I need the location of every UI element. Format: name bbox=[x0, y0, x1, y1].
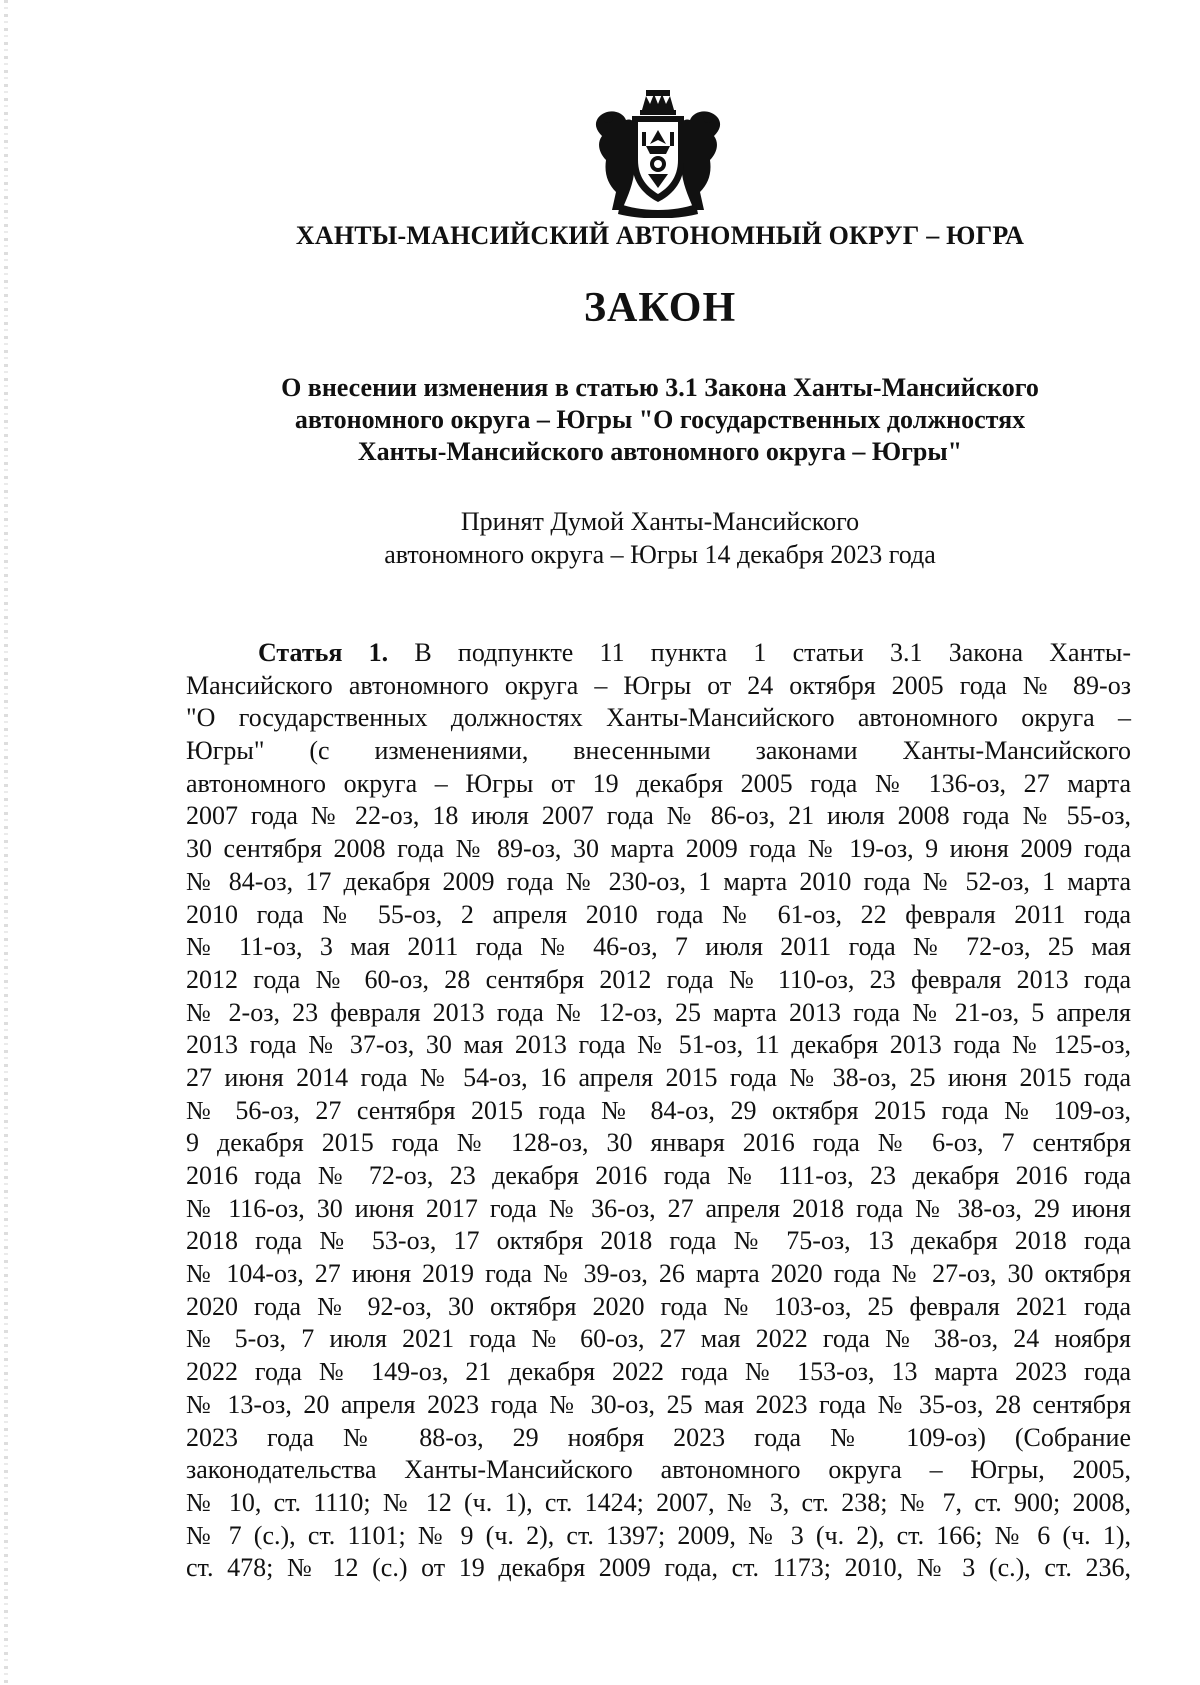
article-line: № 7 (с.), ст. 1101; № 9 (ч. 2), ст. 1397; 2009, № 3 (ч. 2), ст. 166; № 6 (ч. 1), bbox=[186, 1520, 1131, 1550]
article-line: Югры" (с изменениями, внесенными законами Ханты-Мансийского bbox=[186, 736, 1131, 766]
article-line: 2018 года № 53-оз, 17 октября 2018 года № 75-оз, 13 декабря 2018 года bbox=[186, 1226, 1131, 1256]
adoption-note-line: Принят Думой Ханты-Мансийского bbox=[460, 507, 860, 536]
article-line: № 56-оз, 27 сентября 2015 года № 84-оз, 29 октября 2015 года № 109-оз, bbox=[186, 1095, 1131, 1125]
article-line: № 2-оз, 23 февраля 2013 года № 12-оз, 25 марта 2013 года № 21-оз, 5 апреля bbox=[186, 997, 1131, 1027]
article-line: № 11-оз, 3 мая 2011 года № 46-оз, 7 июля 2011 года № 72-оз, 25 мая bbox=[186, 932, 1131, 962]
article-line: № 13-оз, 20 апреля 2023 года № 30-оз, 25 мая 2023 года № 35-оз, 28 сентября bbox=[186, 1389, 1131, 1419]
article-heading: Статья 1. bbox=[258, 638, 389, 667]
article-line: 9 декабря 2015 года № 128-оз, 30 января 2016 года № 6-оз, 7 сентября bbox=[186, 1128, 1131, 1158]
article-line: автономного округа – Югры от 19 декабря 2005 года № 136-оз, 27 марта bbox=[186, 768, 1131, 798]
scan-edge bbox=[4, 0, 8, 1685]
article-line: 2007 года № 22-оз, 18 июля 2007 года № 86-оз, 21 июля 2008 года № 55-оз, bbox=[186, 801, 1131, 831]
law-subject-line: Ханты-Мансийского автономного округа – Югры" bbox=[357, 437, 963, 466]
article-line: 2010 года № 55-оз, 2 апреля 2010 года № 61-оз, 22 февраля 2011 года bbox=[186, 899, 1131, 929]
article-line: № 84-оз, 17 декабря 2009 года № 230-оз, 1 марта 2010 года № 52-оз, 1 марта bbox=[186, 866, 1131, 896]
document-type-title: ЗАКОН bbox=[583, 285, 737, 331]
adoption-note bbox=[0, 505, 1200, 571]
article-line: 30 сентября 2008 года № 89-оз, 30 марта 2009 года № 19-оз, 9 июня 2009 года bbox=[186, 834, 1131, 864]
coat-of-arms-icon bbox=[592, 88, 724, 218]
article-line: № 116-оз, 30 июня 2017 года № 36-оз, 27 апреля 2018 года № 38-оз, 29 июня bbox=[186, 1193, 1131, 1223]
law-subject-line: О внесении изменения в статью 3.1 Закона Ханты-Мансийского bbox=[281, 373, 1039, 402]
article-first-line-text: В подпункте 11 пункта 1 статьи 3.1 Закона Ханты- bbox=[388, 638, 1131, 667]
article-line: 2012 года № 60-оз, 28 сентября 2012 года № 110-оз, 23 февраля 2013 года bbox=[186, 964, 1131, 994]
article-line: Мансийского автономного округа – Югры от 24 октября 2005 года № 89-оз bbox=[186, 670, 1131, 700]
article-line bbox=[186, 637, 1131, 670]
article-line: 27 июня 2014 года № 54-оз, 16 апреля 2015 года № 38-оз, 25 июня 2015 года bbox=[186, 1062, 1131, 1092]
article-1 bbox=[186, 637, 1131, 1585]
region-title: ХАНТЫ-МАНСИЙСКИЙ АВТОНОМНЫЙ ОКРУГ – ЮГРА bbox=[295, 221, 1025, 250]
article-line: 2020 года № 92-оз, 30 октября 2020 года № 103-оз, 25 февраля 2021 года bbox=[186, 1291, 1131, 1321]
law-subject bbox=[0, 372, 1200, 468]
article-line: № 10, ст. 1110; № 12 (ч. 1), ст. 1424; 2007, № 3, ст. 238; № 7, ст. 900; 2008, bbox=[186, 1487, 1131, 1517]
adoption-note-line: автономного округа – Югры 14 декабря 2023 года bbox=[384, 540, 936, 569]
article-line: № 5-оз, 7 июля 2021 года № 60-оз, 27 мая 2022 года № 38-оз, 24 ноября bbox=[186, 1324, 1131, 1354]
article-line: № 104-оз, 27 июня 2019 года № 39-оз, 26 марта 2020 года № 27-оз, 30 октября bbox=[186, 1259, 1131, 1289]
article-line: "О государственных должностях Ханты-Мансийского автономного округа – bbox=[186, 703, 1131, 733]
article-line: 2013 года № 37-оз, 30 мая 2013 года № 51-оз, 11 декабря 2013 года № 125-оз, bbox=[186, 1030, 1131, 1060]
article-line: законодательства Ханты-Мансийского автономного округа – Югры, 2005, bbox=[186, 1455, 1131, 1485]
law-subject-line: автономного округа – Югры "О государственных должностях bbox=[294, 405, 1026, 434]
article-line: 2016 года № 72-оз, 23 декабря 2016 года № 111-оз, 23 декабря 2016 года bbox=[186, 1161, 1131, 1190]
article-line: 2022 года № 149-оз, 21 декабря 2022 года № 153-оз, 13 марта 2023 года bbox=[186, 1357, 1131, 1387]
article-line: 2023 года № 88-оз, 29 ноября 2023 года № 109-оз) (Собрание bbox=[186, 1422, 1131, 1452]
article-line: ст. 478; № 12 (с.) от 19 декабря 2009 года, ст. 1173; 2010, № 3 (с.), ст. 236, bbox=[186, 1553, 1131, 1583]
